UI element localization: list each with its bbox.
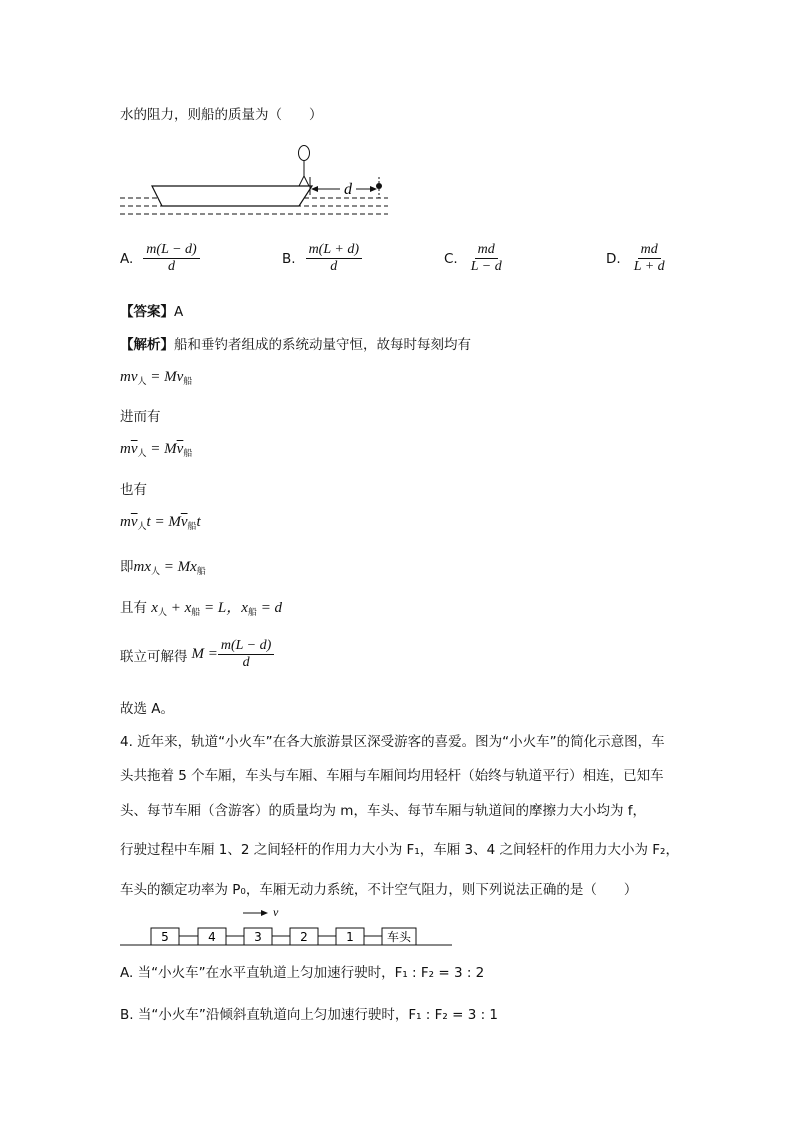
q4-option-a[interactable]: A. 当“小火车”在水平直轨道上匀加速行驶时，F₁ : F₂ = 3 : 2 [120, 965, 485, 981]
option-a[interactable]: A. $\frac{m(L - d)}{d}$ [120, 242, 200, 275]
fixed-point [376, 183, 382, 189]
q4-line-5: 车头的额定功率为 P₀，车厢无动力系统，不计空气阻力，则下列说法正确的是（ ） [120, 882, 638, 898]
car-3-label: 3 [254, 930, 262, 944]
locomotive-label: 车头 [386, 930, 412, 944]
analysis-line [120, 333, 471, 353]
train-diagram [118, 902, 458, 952]
equation-5-line: 且有 $x_人 + x_船 = L$，$x_船 = d$ [120, 600, 283, 617]
option-c-fraction: $\frac{md}{L - d}$ [470, 242, 502, 275]
answer-value: A [174, 304, 184, 320]
equation-2: $m\overline{v}_人 = M\overline{v}_船$ [120, 441, 193, 458]
train-cars [151, 928, 416, 945]
then-text-1: 进而有 [120, 409, 161, 425]
answer-line [120, 300, 183, 320]
car-2-label: 2 [300, 930, 308, 944]
fisher-leg-right [304, 176, 309, 186]
analysis-text: 船和垂钓者组成的系统动量守恒，故每时每刻均有 [174, 337, 471, 353]
then-text-2: 也有 [120, 482, 147, 498]
car-1-label: 1 [346, 930, 354, 944]
car-4-label: 4 [208, 930, 216, 944]
result-fraction: $\frac{m(L - d)}{d}$ [218, 638, 274, 671]
question-continuation: 水的阻力，则船的质量为（ ） [120, 107, 323, 123]
equation-6-line: 联立可解得 M = $\frac{m(L - d)}{d}$ [120, 638, 274, 671]
conclusion: 故选 A。 [120, 701, 175, 717]
arrowhead-right [370, 186, 377, 192]
analysis-tag: 【解析】 [120, 337, 174, 353]
velocity-arrowhead [261, 910, 268, 916]
q4-line-4: 行驶过程中车厢 1、2 之间轻杆的作用力大小为 F₁，车厢 3、4 之间轻杆的作用力大小为 F₂， [120, 842, 679, 858]
equation-3: $m\overline{v}_人t = M\overline{v}_船t$ [120, 514, 201, 531]
distance-label: d [344, 181, 352, 198]
q4-line-1: 4. 近年来，轨道“小火车”在各大旅游景区深受游客的喜爱。图为“小火车”的简化示意图，车 [120, 734, 665, 750]
q4-option-b[interactable]: B. 当“小火车”沿倾斜直轨道向上匀加速行驶时，F₁ : F₂ = 3 : 1 [120, 1007, 499, 1023]
boat-diagram [118, 140, 398, 220]
option-b-fraction: $\frac{m(L + d)}{d}$ [306, 242, 362, 275]
option-c[interactable]: C. $\frac{md}{L - d}$ [444, 242, 505, 275]
option-a-fraction: $\frac{m(L - d)}{d}$ [143, 242, 199, 275]
option-b[interactable]: B. $\frac{m(L + d)}{d}$ [282, 242, 362, 275]
boat-hull [152, 186, 312, 206]
fisher-head [299, 146, 310, 161]
equation-4-line: 即$mx_人 = Mx_船$ [120, 559, 206, 576]
q4-line-2: 头共拖着 5 个车厢，车头与车厢、车厢与车厢间均用轻杆（始终与轨道平行）相连，已知车 [120, 768, 664, 784]
q4-line-3: 头、每节车厢（含游客）的质量均为 m，车头、每节车厢与轨道间的摩擦力大小均为 f， [120, 803, 646, 819]
equation-1: $mv_人 = Mv_船$ [120, 369, 193, 386]
velocity-label: v [273, 905, 279, 919]
option-d[interactable]: D. $\frac{md}{L + d}$ [606, 242, 668, 275]
option-d-fraction: $\frac{md}{L + d}$ [633, 242, 665, 275]
car-5-label: 5 [161, 930, 169, 944]
fisher-leg-left [299, 176, 304, 186]
answer-tag: 【答案】 [120, 304, 174, 320]
